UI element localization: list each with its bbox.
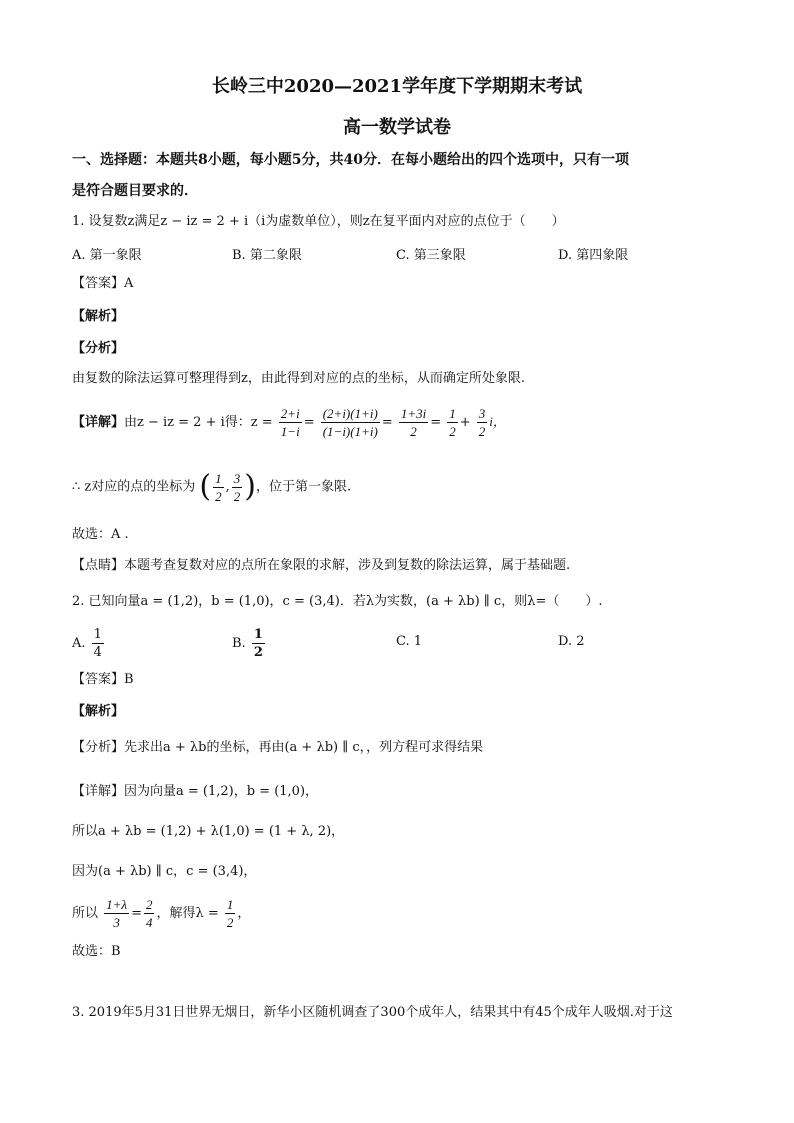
- q2-option-b: [232, 624, 267, 664]
- q2-option-b-fraction: [252, 628, 265, 659]
- section-heading-line1: 一、选择题：本题共8小题，每小题5分，共40分．在每小题给出的四个选项中，只有一项: [72, 152, 629, 168]
- q2-option-d: D. 2: [558, 634, 585, 649]
- q2-option-b-den: 2: [253, 645, 263, 660]
- q2-detail-3: 因为(a + λb) ∥ c，c = (3,4)，: [72, 864, 257, 879]
- q1-point-x-den: 2: [215, 488, 222, 504]
- q2-detail4-frac2-den: 4: [145, 915, 153, 930]
- q1-fenxi-text: 由复数的除法运算可整理得到z，由此得到对应的点的坐标，从而确定所处象限.: [72, 371, 525, 386]
- q1-point-tail: ，位于第一象限.: [255, 479, 352, 495]
- q2-option-c: C. 1: [396, 634, 423, 649]
- q2-jiexi-label: 【解析】: [72, 704, 125, 719]
- q1-point-y-den: 2: [233, 488, 241, 504]
- q1-option-c: C. 第三象限: [396, 248, 466, 263]
- q1-frac3-num: 1+3i: [400, 406, 427, 421]
- q1-detail-pre: 由z − iz = 2 + i得：z =: [124, 415, 273, 430]
- q2-option-a-label: A.: [72, 636, 86, 651]
- q1-point-open-paren: (: [199, 469, 212, 504]
- q1-frac1-den: 1−i: [280, 424, 300, 439]
- q1-comment: 【点睛】本题考查复数对应的点所在象限的求解，涉及到复数的除法运算，属于基础题.: [72, 558, 571, 573]
- q1-frac2-num: (2+i)(1+i): [322, 406, 378, 421]
- q2-choose: 故选：B: [72, 944, 121, 959]
- q2-detail4-fraction-1: [104, 898, 129, 929]
- q2-detail-1: 【详解】因为向量a = (1,2)，b = (1,0)，: [72, 784, 319, 799]
- exam-title: 长岭三中2020—2021学年度下学期期末考试: [211, 76, 583, 97]
- q1-answer: 【答案】A: [72, 276, 134, 291]
- q1-frac2-den: (1−i)(1+i): [322, 424, 378, 439]
- q1-detail-tail: i，: [489, 414, 506, 429]
- q2-detail4-frac3-den: 2: [226, 915, 234, 930]
- q1-option-b: B. 第二象限: [232, 248, 302, 263]
- q2-detail4-solve: ，解得λ =: [156, 906, 219, 921]
- q1-point: ∴ z对应的点的坐标为 ( $\frac{1}{2}$ , $\frac{3}{2}$ )，位于第一象限.: [72, 469, 352, 504]
- q2-fenxi: 【分析】先求出a + λb的坐标，再由(a + λb) ∥ c，，列方程可求得结果: [72, 740, 484, 755]
- q1-frac3-den: 2: [410, 424, 417, 439]
- q1-fraction-2: [321, 407, 380, 438]
- q2-detail4-fraction-2: [144, 898, 155, 929]
- q1-option-a: A. 第一象限: [72, 248, 142, 263]
- q1-frac4-num: 1: [449, 406, 456, 421]
- q1-frac1-num: 2+i: [280, 406, 300, 421]
- q2-option-a-den: 4: [93, 645, 102, 660]
- q2-detail4-pre: 所以: [72, 906, 99, 921]
- exam-subtitle: 高一数学试卷: [343, 117, 451, 138]
- q1-fraction-5: [477, 407, 488, 438]
- q1-jiexi-label: 【解析】: [72, 309, 125, 324]
- section-heading-line2: 是符合题目要求的．: [72, 183, 198, 199]
- q3-stem: 3. 2019年5月31日世界无烟日，新华小区随机调查了300个成年人，结果其中有45个成年人吸烟.对于这: [72, 1005, 673, 1020]
- q2-detail-4: [72, 894, 734, 934]
- q1-fraction-4: [447, 407, 458, 438]
- q1-frac4-den: 2: [449, 424, 456, 439]
- q2-detail4-frac2-num: 2: [145, 897, 153, 912]
- q2-option-b-label: B.: [232, 636, 246, 651]
- q1-point-x: [213, 472, 224, 503]
- q2-option-a: [72, 624, 106, 664]
- q1-point-y: [232, 472, 243, 503]
- q1-frac5-num: 3: [478, 406, 486, 421]
- q1-fenxi-label: 【分析】: [72, 341, 125, 356]
- q2-detail4-frac1-den: 3: [113, 915, 120, 930]
- q1-frac5-den: 2: [478, 424, 486, 439]
- q1-fraction-3: [399, 407, 428, 438]
- q1-stem: 1. 设复数z满足z − iz = 2 + i（i为虚数单位），则z在复平面内对应的点位于（ ）: [72, 214, 565, 229]
- q2-stem: 2. 已知向量a = (1,2)，b = (1,0)，c = (3,4)．若λ为实数，(a + λb) ∥ c，则λ=（ ）.: [72, 594, 603, 609]
- q2-option-a-fraction: [92, 628, 104, 659]
- q1-fraction-1: [279, 407, 302, 438]
- q1-detail-label: 【详解】: [72, 415, 125, 430]
- q1-point-close-paren: ): [244, 469, 256, 504]
- q2-option-a-num: 1: [93, 627, 102, 642]
- q2-detail4-frac1-num: 1+λ: [106, 897, 128, 912]
- q1-detail: 【详解】由z − iz = 2 + i得：z = $\frac{2+i}{1-i}$ = $\frac{(2+i)(1+i)}{(1-i)(1+i)}$ = $\frac{1+3i}{2}$ = $\frac{1}{2}$ + $\frac{3}{2}$ i，: [72, 406, 506, 439]
- q2-detail-2: 所以a + λb = (1,2) + λ(1,0) = (1 + λ, 2)，: [72, 824, 345, 839]
- q1-point-y-num: 3: [233, 470, 241, 486]
- q2-detail4-frac3-num: 1: [226, 897, 234, 912]
- q2-detail4-fraction-3: [225, 898, 236, 929]
- q2-detail4-tail: ，: [237, 906, 251, 921]
- q1-point-x-num: 1: [215, 470, 222, 486]
- q1-option-d: D. 第四象限: [558, 248, 629, 263]
- q1-choose: 故选：A .: [72, 527, 129, 542]
- q2-option-b-num: 1: [253, 627, 263, 642]
- q1-point-pre: ∴ z对应的点的坐标为: [72, 479, 196, 495]
- q2-answer: 【答案】B: [72, 672, 134, 687]
- q2-detail4-equals: =: [131, 906, 142, 921]
